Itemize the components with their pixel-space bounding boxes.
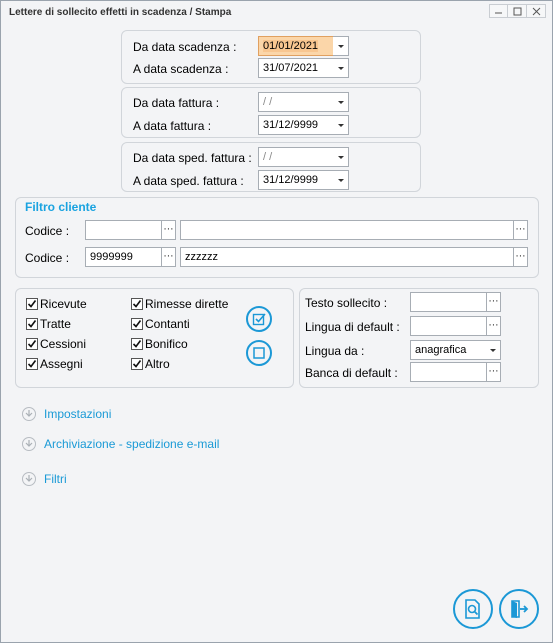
expander-filtri[interactable] bbox=[22, 472, 67, 486]
expand-down-icon bbox=[22, 437, 36, 451]
check-all-icon bbox=[252, 312, 266, 326]
lingua-default-label: Lingua di default : bbox=[305, 320, 400, 334]
close-icon bbox=[532, 7, 541, 16]
lingua-da-label: Lingua da : bbox=[305, 344, 365, 358]
chevron-down-icon bbox=[338, 124, 344, 127]
checkbox-box[interactable] bbox=[131, 338, 143, 350]
checkmark-icon bbox=[132, 359, 142, 369]
deselect-all-button[interactable] bbox=[246, 340, 272, 366]
expand-down-icon bbox=[22, 472, 36, 486]
cliente-to-desc-lookup-button[interactable]: ⋯ bbox=[513, 247, 528, 267]
testo-sollecito-input[interactable] bbox=[410, 292, 487, 312]
payment-type-checkbox[interactable] bbox=[26, 357, 83, 371]
lingua-default-input[interactable] bbox=[410, 316, 487, 336]
window-title: Lettere di sollecito effetti in scadenza / Stampa bbox=[9, 7, 232, 18]
checkmark-icon bbox=[27, 299, 37, 309]
banca-default-label: Banca di default : bbox=[305, 366, 398, 380]
sped-fattura-from-field[interactable]: / / bbox=[258, 147, 335, 167]
scadenza-from-value: 01/01/2021 bbox=[263, 40, 319, 52]
chevron-down-icon bbox=[338, 179, 344, 182]
payment-type-checkbox[interactable] bbox=[131, 357, 170, 371]
checkmark-icon bbox=[27, 339, 37, 349]
payment-type-label: Assegni bbox=[40, 357, 83, 371]
cliente-to-desc-input[interactable]: zzzzzz bbox=[180, 247, 514, 267]
testo-sollecito-label: Testo sollecito : bbox=[305, 296, 388, 310]
checkbox-box[interactable] bbox=[26, 338, 38, 350]
sped-fattura-to-dropdown[interactable] bbox=[333, 170, 349, 190]
payment-type-checkbox[interactable] bbox=[131, 317, 190, 331]
expander-archiviazione-label: Archiviazione - spedizione e-mail bbox=[44, 437, 220, 451]
close-button[interactable] bbox=[527, 4, 546, 18]
payment-type-checkbox[interactable] bbox=[131, 297, 228, 311]
checkmark-icon bbox=[132, 319, 142, 329]
maximize-icon bbox=[513, 7, 522, 16]
cliente-from-desc-lookup-button[interactable]: ⋯ bbox=[513, 220, 528, 240]
sped-fattura-from-label: Da data sped. fattura : bbox=[133, 151, 252, 165]
cliente-from-code-input[interactable] bbox=[85, 220, 162, 240]
minimize-button[interactable] bbox=[489, 4, 508, 18]
cliente-from-code-lookup-button[interactable]: ⋯ bbox=[161, 220, 176, 240]
filtro-cliente-title: Filtro cliente bbox=[25, 200, 97, 214]
maximize-button[interactable] bbox=[508, 4, 527, 18]
payment-type-label: Altro bbox=[145, 357, 170, 371]
payment-type-label: Tratte bbox=[40, 317, 71, 331]
fattura-to-dropdown[interactable] bbox=[333, 115, 349, 135]
chevron-down-icon bbox=[338, 67, 344, 70]
checkbox-box[interactable] bbox=[26, 298, 38, 310]
fattura-from-field[interactable]: / / bbox=[258, 92, 335, 112]
select-all-button[interactable] bbox=[246, 306, 272, 332]
cliente-to-label: Codice : bbox=[25, 251, 70, 265]
cliente-to-code-lookup-button[interactable]: ⋯ bbox=[161, 247, 176, 267]
chevron-down-icon bbox=[338, 156, 344, 159]
sped-fattura-to-field[interactable]: 31/12/9999 bbox=[258, 170, 335, 190]
cliente-from-desc-input[interactable] bbox=[180, 220, 514, 240]
checkbox-box[interactable] bbox=[26, 358, 38, 370]
expand-down-icon bbox=[22, 407, 36, 421]
scadenza-to-field[interactable]: 31/07/2021 bbox=[258, 58, 335, 78]
payment-type-checkbox[interactable] bbox=[26, 337, 86, 351]
checkbox-box[interactable] bbox=[131, 298, 143, 310]
cliente-to-code-input[interactable]: 9999999 bbox=[85, 247, 162, 267]
payment-type-label: Contanti bbox=[145, 317, 190, 331]
checkmark-icon bbox=[132, 339, 142, 349]
fattura-from-dropdown[interactable] bbox=[333, 92, 349, 112]
payment-type-checkbox[interactable] bbox=[26, 317, 71, 331]
testo-sollecito-lookup-button[interactable]: ⋯ bbox=[486, 292, 501, 312]
checkbox-box[interactable] bbox=[131, 358, 143, 370]
payment-type-label: Bonifico bbox=[145, 337, 188, 351]
uncheck-all-icon bbox=[253, 347, 265, 359]
fattura-from-label: Da data fattura : bbox=[133, 96, 220, 110]
expander-archiviazione[interactable] bbox=[22, 437, 219, 451]
fattura-to-field[interactable]: 31/12/9999 bbox=[258, 115, 335, 135]
print-preview-icon bbox=[462, 598, 484, 620]
sped-fattura-to-label: A data sped. fattura : bbox=[133, 174, 244, 188]
lingua-da-dropdown[interactable] bbox=[485, 340, 501, 360]
banca-default-input[interactable] bbox=[410, 362, 487, 382]
scadenza-from-dropdown[interactable] bbox=[333, 36, 349, 56]
exit-door-icon bbox=[508, 598, 530, 620]
scadenza-to-dropdown[interactable] bbox=[333, 58, 349, 78]
lingua-default-lookup-button[interactable]: ⋯ bbox=[486, 316, 501, 336]
scadenza-from-label: Da data scadenza : bbox=[133, 40, 237, 54]
checkbox-box[interactable] bbox=[131, 318, 143, 330]
payment-type-checkbox[interactable] bbox=[26, 297, 87, 311]
scadenza-from-field[interactable] bbox=[258, 36, 335, 56]
title-bar bbox=[1, 1, 552, 23]
checkmark-icon bbox=[132, 299, 142, 309]
exit-button[interactable] bbox=[499, 589, 539, 629]
checkmark-icon bbox=[27, 319, 37, 329]
checkmark-icon bbox=[27, 359, 37, 369]
print-preview-button[interactable] bbox=[453, 589, 493, 629]
scadenza-to-label: A data scadenza : bbox=[133, 62, 229, 76]
expander-impostazioni-label: Impostazioni bbox=[44, 407, 112, 421]
expander-impostazioni[interactable] bbox=[22, 407, 111, 421]
chevron-down-icon bbox=[490, 349, 496, 352]
chevron-down-icon bbox=[338, 101, 344, 104]
payment-type-checkbox[interactable] bbox=[131, 337, 188, 351]
window-controls bbox=[489, 4, 546, 18]
sped-fattura-from-dropdown[interactable] bbox=[333, 147, 349, 167]
fattura-to-label: A data fattura : bbox=[133, 119, 212, 133]
checkbox-box[interactable] bbox=[26, 318, 38, 330]
payment-type-label: Cessioni bbox=[40, 337, 87, 351]
cliente-from-label: Codice : bbox=[25, 224, 70, 238]
payment-type-label: Ricevute bbox=[40, 297, 87, 311]
lingua-da-select[interactable]: anagrafica bbox=[410, 340, 487, 360]
payment-type-label: Rimesse dirette bbox=[145, 297, 229, 311]
chevron-down-icon bbox=[338, 45, 344, 48]
banca-default-lookup-button[interactable]: ⋯ bbox=[486, 362, 501, 382]
minimize-icon bbox=[494, 7, 503, 16]
expander-filtri-label: Filtri bbox=[44, 472, 67, 486]
